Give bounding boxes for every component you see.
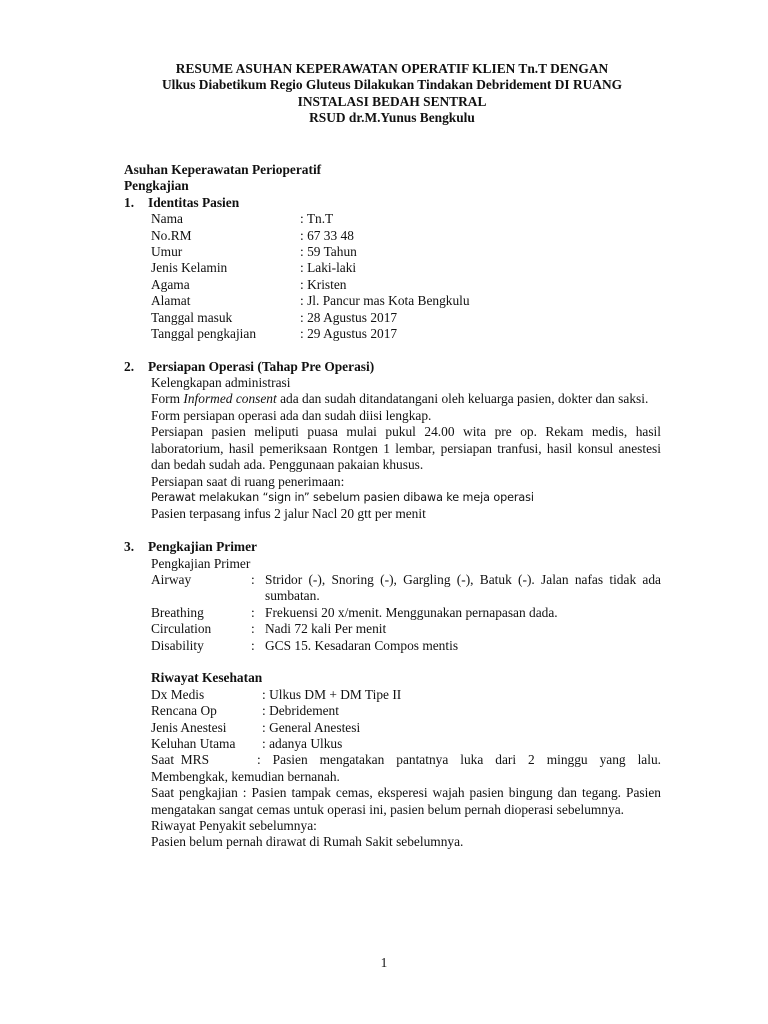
riwayat-value: : Debridement bbox=[262, 703, 339, 719]
section-3-title: Pengkajian Primer bbox=[148, 539, 257, 555]
riwayat-penyakit-label: Riwayat Penyakit sebelumnya: bbox=[151, 817, 317, 833]
primary-value: Frekuensi 20 x/menit. Menggunakan pernapasan dada. bbox=[265, 604, 558, 620]
identity-label: Agama bbox=[151, 276, 190, 292]
riwayat-label: Dx Medis bbox=[151, 686, 205, 702]
riwayat-label: Rencana Op bbox=[151, 703, 217, 719]
identity-label: Tanggal masuk bbox=[151, 309, 233, 325]
primary-label: Circulation bbox=[151, 621, 212, 637]
identity-table bbox=[124, 211, 661, 342]
identity-value: : 29 Agustus 2017 bbox=[300, 325, 398, 341]
identity-label: Alamat bbox=[151, 293, 191, 309]
title-line-1: RESUME ASUHAN KEPERAWATAN OPERATIF KLIEN Tn.T DENGAN bbox=[175, 61, 609, 76]
primary-value: Nadi 72 kali Per menit bbox=[265, 621, 387, 637]
riwayat-row bbox=[124, 687, 661, 703]
admin-label: Kelengkapan administrasi bbox=[151, 375, 291, 391]
persiapan-pasien: Persiapan pasien meliputi puasa mulai pukul 24.00 wita pre op. Rekam medis, hasil laboratorium, hasil pemeriksaan Rontgen 1 lembar, persiapan tranfusi, hasil konsul anestesi dan bedah sudah ada. Penggunaan pakaian khusus. bbox=[151, 424, 661, 473]
section-2-title: Persiapan Operasi (Tahap Pre Operasi) bbox=[148, 358, 375, 374]
primary-row-airway bbox=[124, 572, 661, 605]
identity-row bbox=[124, 293, 661, 309]
spacer bbox=[124, 654, 661, 670]
identity-row bbox=[124, 277, 661, 293]
consent-rest: ada dan sudah ditandatangani oleh keluarga pasien, dokter dan saksi. bbox=[276, 391, 649, 407]
saat-mrs bbox=[124, 752, 661, 785]
section-1-heading bbox=[124, 195, 661, 211]
primary-colon: : bbox=[251, 604, 255, 620]
intro-subheading: Pengkajian bbox=[124, 178, 189, 194]
primary-assessment-label: Pengkajian Primer bbox=[151, 555, 251, 571]
section-3-heading bbox=[124, 539, 661, 555]
consent-paragraph bbox=[124, 391, 661, 407]
section-1-title: Identitas Pasien bbox=[148, 194, 240, 210]
section-2-heading bbox=[124, 359, 661, 375]
identity-label: Umur bbox=[151, 243, 183, 259]
riwayat-value: : adanya Ulkus bbox=[262, 735, 343, 751]
riwayat-value: : Ulkus DM + DM Tipe II bbox=[262, 686, 402, 702]
title-line-4: RSUD dr.M.Yunus Bengkulu bbox=[309, 110, 475, 126]
consent-italic: Informed consent bbox=[183, 391, 277, 407]
riwayat-penyakit-value: Pasien belum pernah dirawat di Rumah Sakit sebelumnya. bbox=[151, 834, 464, 850]
identity-value: : Kristen bbox=[300, 276, 347, 292]
consent-prefix: Form bbox=[151, 391, 184, 407]
title-line-2: Ulkus Diabetikum Regio Gluteus Dilakukan Tindakan Debridement DI RUANG bbox=[161, 77, 623, 93]
identity-value: : Tn.T bbox=[300, 211, 334, 227]
riwayat-row bbox=[124, 703, 661, 719]
primary-row-circulation bbox=[124, 621, 661, 637]
primary-colon: : bbox=[251, 621, 255, 637]
perawat-sign-in: Perawat melakukan “sign in” sebelum pasien dibawa ke meja operasi bbox=[151, 490, 534, 504]
riwayat-value: : General Anestesi bbox=[262, 719, 361, 735]
infus: Pasien terpasang infus 2 jalur Nacl 20 gtt per menit bbox=[151, 506, 426, 522]
identity-row bbox=[124, 260, 661, 276]
riwayat-label: Keluhan Utama bbox=[151, 735, 236, 751]
riwayat-row bbox=[124, 736, 661, 752]
document-body bbox=[124, 162, 661, 851]
section-1-number: 1. bbox=[124, 194, 135, 210]
saat-mrs-label: Saat MRS bbox=[151, 752, 210, 768]
identity-row bbox=[124, 326, 661, 342]
riwayat-heading: Riwayat Kesehatan bbox=[151, 670, 263, 686]
section-2-number: 2. bbox=[124, 358, 135, 374]
primary-colon: : bbox=[251, 637, 255, 653]
document-title bbox=[100, 61, 684, 127]
identity-value: : 67 33 48 bbox=[300, 227, 354, 243]
riwayat-row bbox=[124, 720, 661, 736]
primary-label: Disability bbox=[151, 637, 204, 653]
identity-row bbox=[124, 228, 661, 244]
intro-heading: Asuhan Keperawatan Perioperatif bbox=[124, 162, 322, 177]
identity-value: : Laki-laki bbox=[300, 260, 357, 276]
primary-value: GCS 15. Kesadaran Compos mentis bbox=[265, 637, 459, 653]
title-line-3: INSTALASI BEDAH SENTRAL bbox=[297, 93, 487, 109]
primary-row-disability bbox=[124, 638, 661, 654]
identity-label: Nama bbox=[151, 211, 183, 227]
section-3-number: 3. bbox=[124, 539, 135, 555]
identity-label: Jenis Kelamin bbox=[151, 260, 228, 276]
saat-pengkajian: Saat pengkajian : Pasien tampak cemas, eksperesi wajah pasien bingung dan tegang. Pasien mengatakan sangat cemas untuk operasi ini, pasien belum pernah dioperasi sebelumnya. bbox=[151, 785, 661, 817]
identity-row bbox=[124, 310, 661, 326]
primary-row-breathing bbox=[124, 605, 661, 621]
identity-value: : Jl. Pancur mas Kota Bengkulu bbox=[300, 293, 470, 309]
spacer bbox=[124, 342, 661, 358]
form-persiapan: Form persiapan operasi ada dan sudah diisi lengkap. bbox=[151, 407, 432, 423]
identity-row bbox=[124, 211, 661, 227]
saat-mrs-value: : Pasien mengatakan pantatnya luka dari 2 minggu yang lalu. Membengkak, kemudian bernanah. bbox=[151, 752, 661, 784]
identity-value: : 59 Tahun bbox=[300, 243, 357, 259]
identity-label: No.RM bbox=[151, 227, 192, 243]
riwayat-label: Jenis Anestesi bbox=[151, 719, 227, 735]
page-number: 1 bbox=[380, 955, 388, 970]
persiapan-ruang: Persiapan saat di ruang penerimaan: bbox=[151, 473, 345, 489]
primary-value: Stridor (-), Snoring (-), Gargling (-), Batuk (-). Jalan nafas tidak ada sumbatan. bbox=[265, 571, 661, 604]
spacer bbox=[124, 523, 661, 539]
primary-label: Breathing bbox=[151, 604, 204, 620]
primary-label: Airway bbox=[151, 571, 192, 587]
identity-label: Tanggal pengkajian bbox=[151, 325, 257, 341]
identity-value: : 28 Agustus 2017 bbox=[300, 309, 398, 325]
primary-colon: : bbox=[251, 571, 255, 587]
identity-row bbox=[124, 244, 661, 260]
